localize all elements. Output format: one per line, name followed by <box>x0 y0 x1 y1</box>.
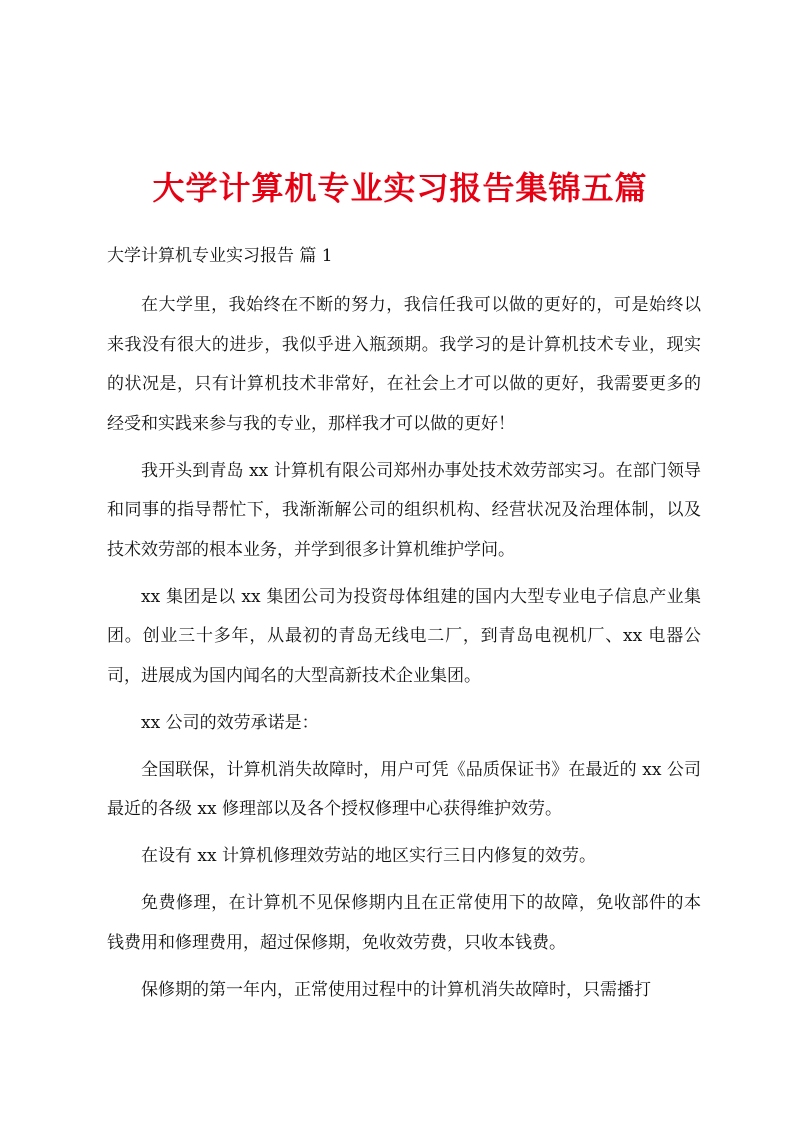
paragraph: xx 集团是以 xx 集团公司为投资母体组建的国内大型专业电子信息产业集团。创业三十多年，从最初的青岛无线电二厂，到青岛电视机厂、xx 电器公司，进展成为国内闻名的大型高新技术企业集团。 <box>107 586 701 686</box>
paragraph: 全国联保，计算机消失故障时，用户可凭《品质保证书》在最近的 xx 公司最近的各级 xx 修理部以及各个授权修理中心获得维护效劳。 <box>107 759 701 819</box>
paragraph: 在大学里，我始终在不断的努力，我信任我可以做的更好的，可是始终以来我没有很大的进步，我似乎进入瓶颈期。我学习的是计算机技术专业，现实的状况是，只有计算机技术非常好，在社会上才可以做的更好，我需要更多的经受和实践来参与我的专业，那样我才可以做的更好！ <box>107 295 701 434</box>
paragraph: 保修期的第一年内，正常使用过程中的计算机消失故障时，只需播打 <box>141 979 651 1000</box>
section-heading: 大学计算机专业实习报告 篇 1 <box>107 246 333 266</box>
document-title: 大学计算机专业实习报告集锦五篇 <box>152 169 648 207</box>
paragraph: 免费修理，在计算机不见保修期内且在正常使用下的故障，免收部件的本钱费用和修理费用，超过保修期，免收效劳费，只收本钱费。 <box>107 893 701 953</box>
paragraph: xx 公司的效劳承诺是： <box>141 712 319 733</box>
paragraph: 我开头到青岛 xx 计算机有限公司郑州办事处技术效劳部实习。在部门领导和同事的指导帮忙下，我渐渐解公司的组织机构、经营状况及治理体制，以及技术效劳部的根本业务，并学到很多计算机维护学问。 <box>107 460 701 560</box>
document-body <box>107 286 701 1018</box>
paragraph: 在设有 xx 计算机修理效劳站的地区实行三日内修复的效劳。 <box>141 846 596 866</box>
